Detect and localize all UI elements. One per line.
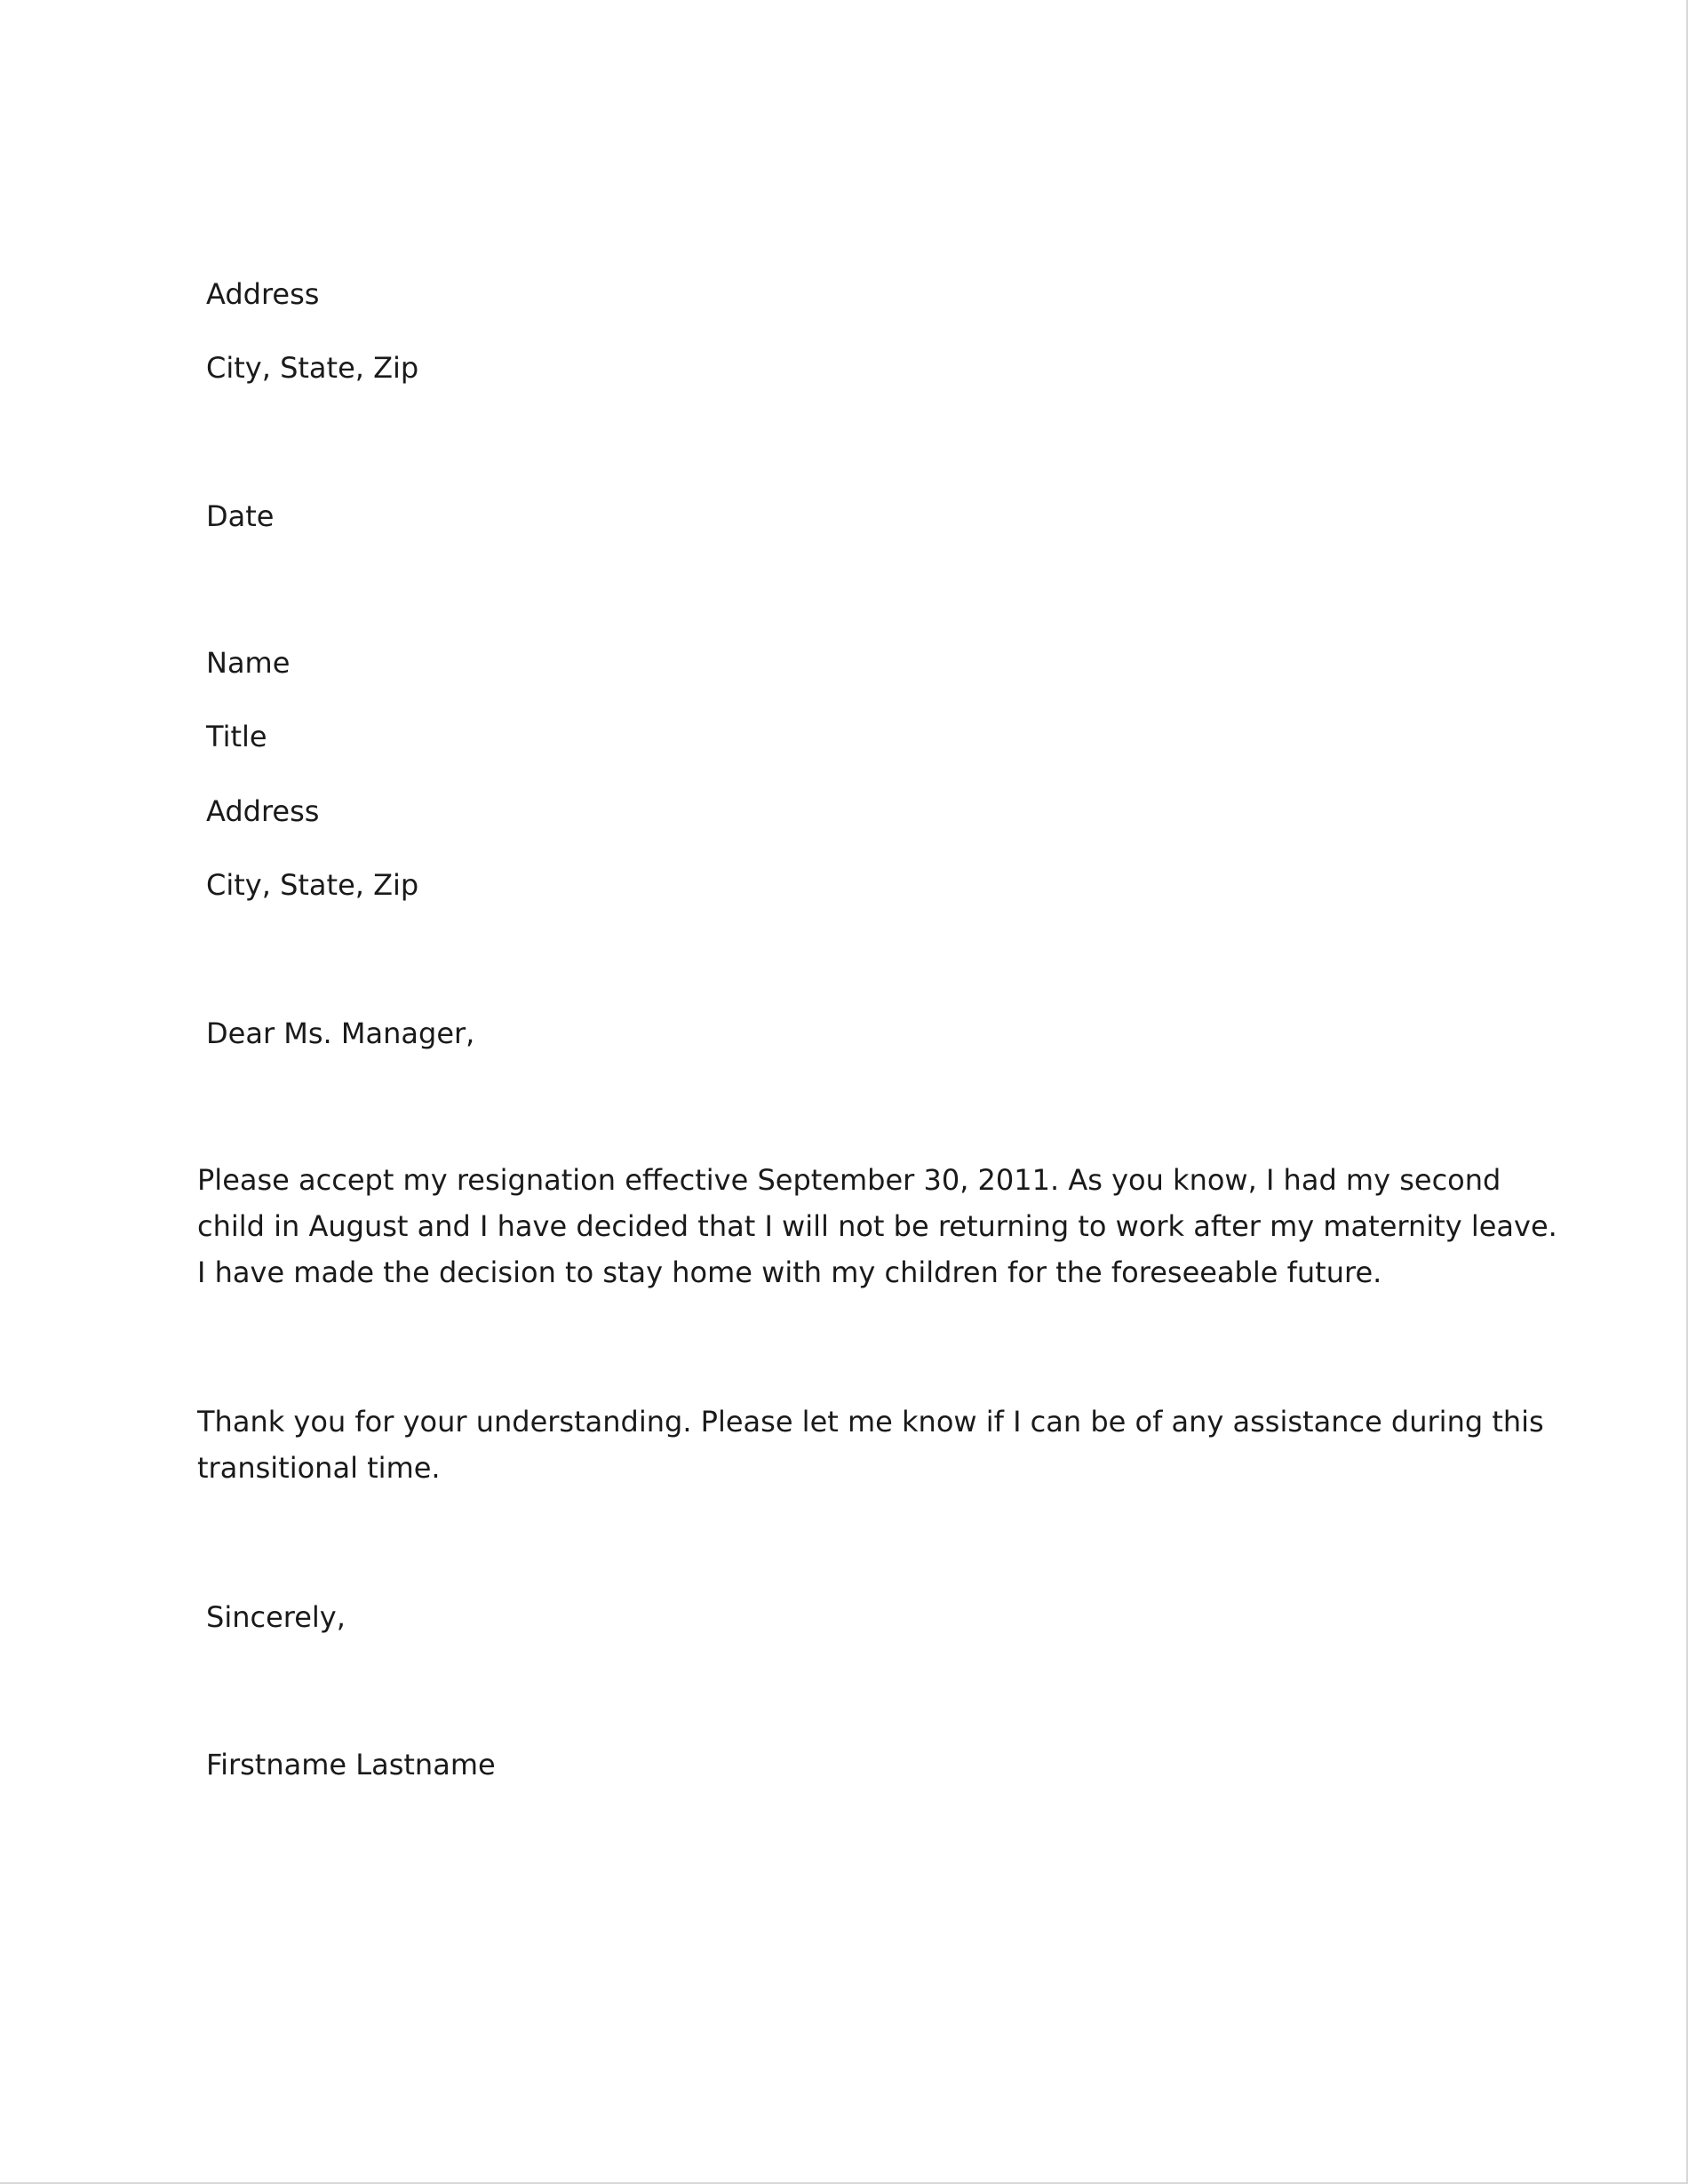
body-paragraph-1 (197, 1157, 1557, 1295)
sender-address: Address (206, 277, 320, 311)
body-paragraph-2-line-2: transitional time. (197, 1451, 441, 1485)
body-paragraph-2-line-1: Thank you for your understanding. Please let me know if I can be of any assistance during this (197, 1405, 1544, 1439)
recipient-title: Title (206, 720, 267, 753)
body-paragraph-1-line-2: child in August and I have decided that I will not be returning to work after my maternity leave. (197, 1209, 1557, 1243)
recipient-address: Address (206, 794, 320, 828)
body-paragraph-1-line-1: Please accept my resignation effective September 30, 2011. As you know, I had my second (197, 1163, 1501, 1197)
salutation: Dear Ms. Manager, (206, 1016, 475, 1050)
body-paragraph-2 (197, 1399, 1544, 1491)
recipient-city-state-zip: City, State, Zip (206, 868, 419, 902)
letter-date: Date (206, 499, 275, 533)
body-paragraph-1-line-3: I have made the decision to stay home with my children for the foreseeable future. (197, 1255, 1382, 1289)
sender-city-state-zip: City, State, Zip (206, 351, 419, 385)
closing: Sincerely, (206, 1600, 346, 1634)
recipient-name: Name (206, 646, 291, 680)
signature-name: Firstname Lastname (206, 1748, 496, 1781)
